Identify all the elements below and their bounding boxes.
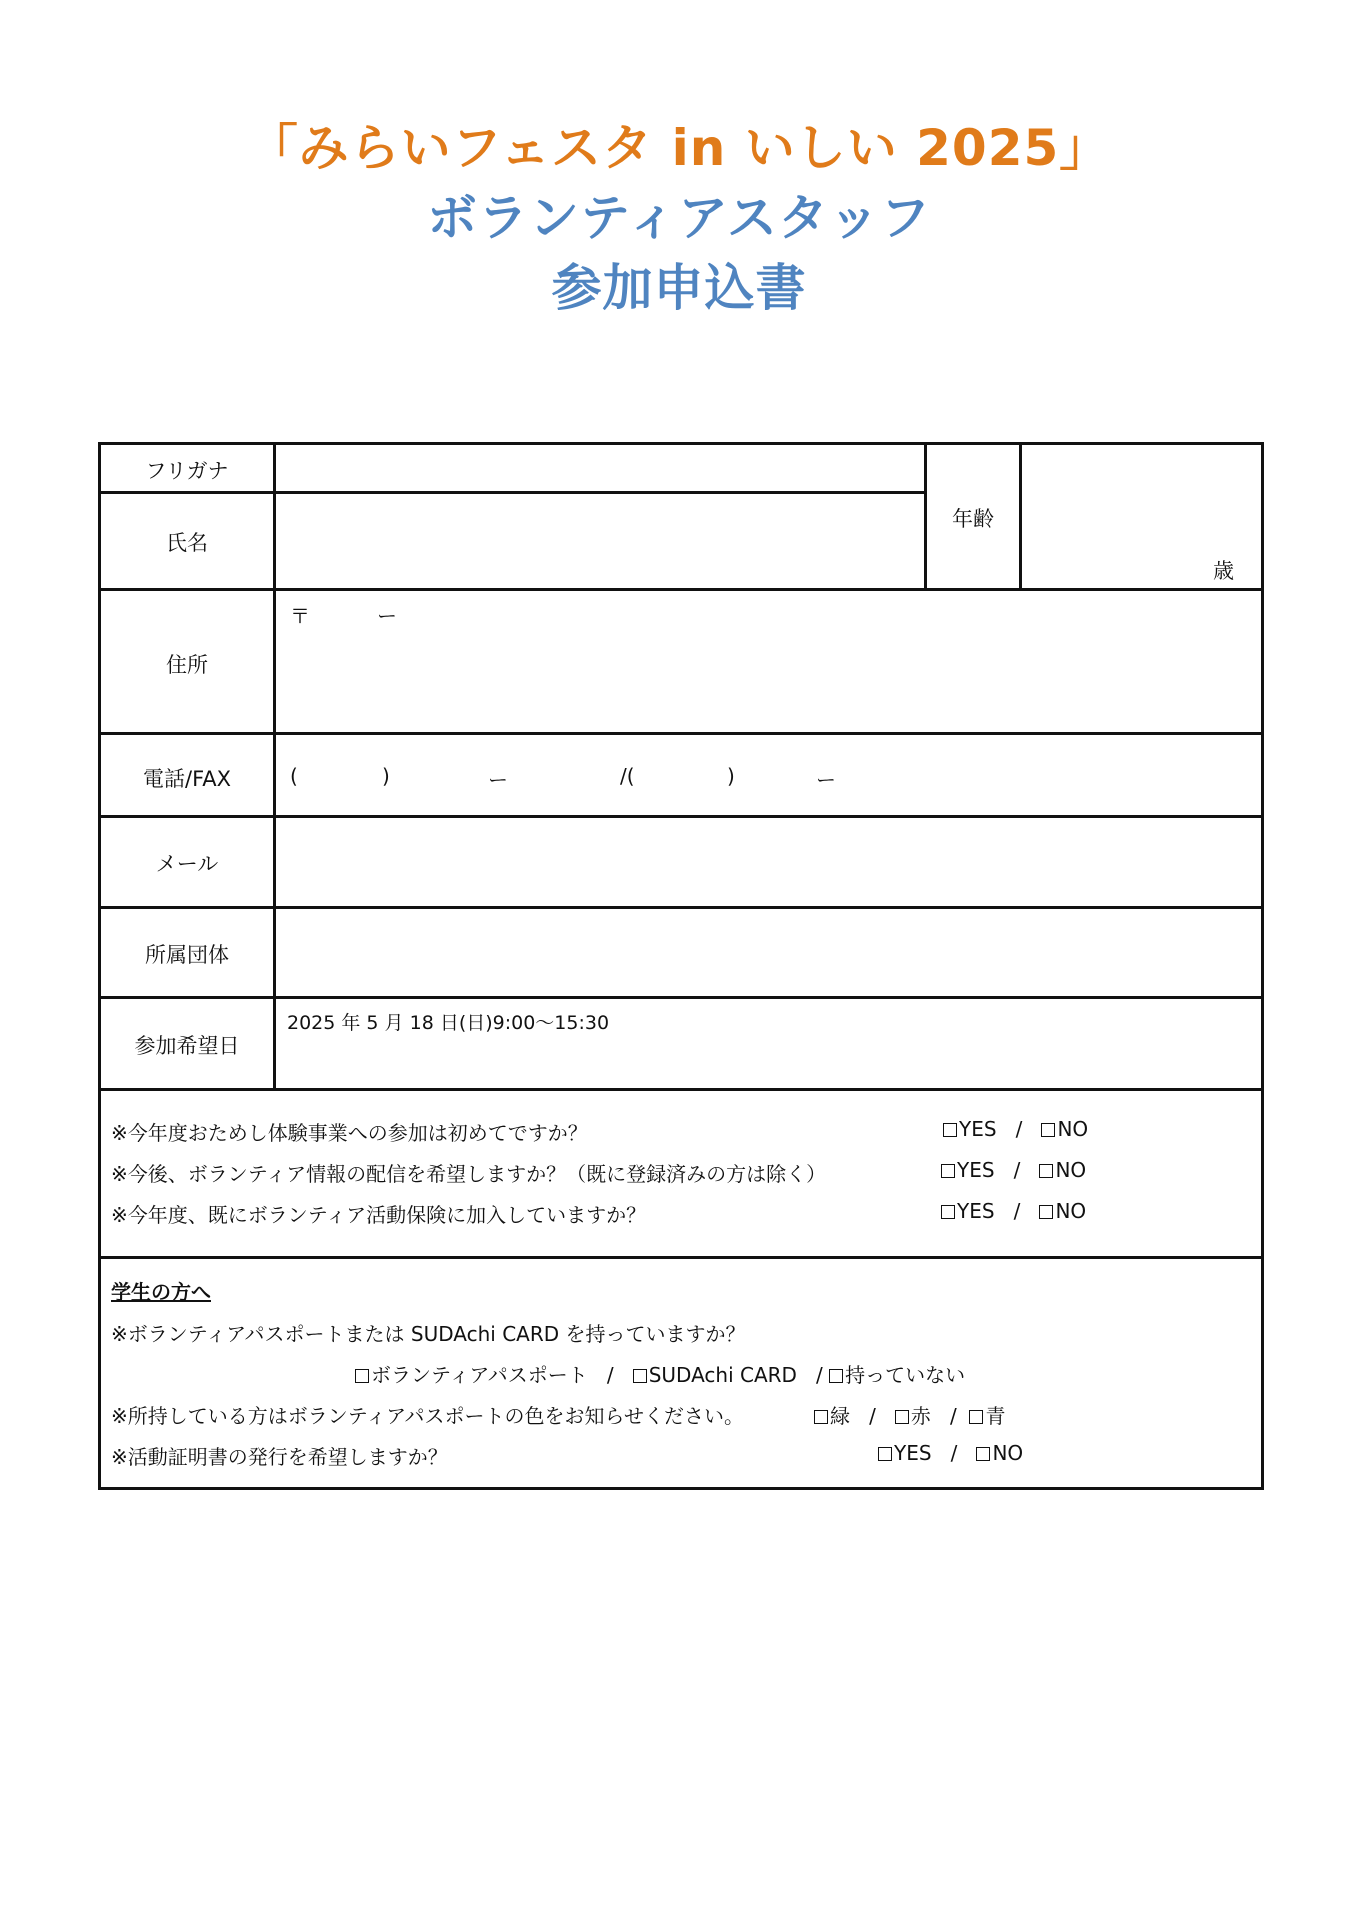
question-2-options[interactable]: YES / NO xyxy=(941,1158,1086,1182)
checkbox-icon[interactable] xyxy=(1039,1164,1053,1178)
students-question-1-options[interactable]: ボランティアパスポート / SUDAchi CARD / 持っていない xyxy=(355,1359,965,1388)
checkbox-icon[interactable] xyxy=(633,1369,647,1383)
age-unit: 歳 xyxy=(1213,559,1234,583)
application-form xyxy=(98,442,1264,1490)
phone-close-paren: ) xyxy=(382,764,390,788)
date-label: 参加希望日 xyxy=(134,1034,240,1058)
students-question-3: ※活動証明書の発行を希望しますか？ xyxy=(111,1445,448,1469)
checkbox-icon[interactable] xyxy=(1039,1205,1053,1219)
question-1-options[interactable]: YES / NO xyxy=(943,1117,1088,1141)
students-question-2: ※所持している方はボランティアパスポートの色をお知らせください。 xyxy=(111,1404,744,1428)
checkbox-icon[interactable] xyxy=(814,1410,828,1424)
affiliation-label: 所属団体 xyxy=(145,943,229,967)
phone-open-paren: ( xyxy=(290,764,298,788)
checkbox-icon[interactable] xyxy=(829,1369,843,1383)
fax-dash: ー xyxy=(816,768,836,792)
name-label: 氏名 xyxy=(166,531,208,555)
postal-mark: 〒 xyxy=(290,604,310,628)
question-2: ※今後、ボランティア情報の配信を希望しますか？（既に登録済みの方は除く） xyxy=(111,1162,827,1186)
phone-dash: ー xyxy=(488,768,508,792)
phone-fax-field[interactable] xyxy=(276,818,1261,906)
furigana-field[interactable] xyxy=(276,445,924,491)
checkbox-icon[interactable] xyxy=(941,1205,955,1219)
address-field[interactable] xyxy=(276,735,1261,815)
phone-fax-label: 電話/FAX xyxy=(143,767,231,791)
title-line-1: 「みらいフェスタ in いしい 2025」 xyxy=(247,119,1111,177)
question-3: ※今年度、既にボランティア活動保険に加入していますか？ xyxy=(111,1203,647,1227)
postal-dash: ー xyxy=(377,604,397,628)
checkbox-icon[interactable] xyxy=(355,1369,369,1383)
age-field[interactable] xyxy=(1022,445,1261,588)
address-label: 住所 xyxy=(166,653,208,677)
date-value: 2025 年 5 月 18 日(日)9:00〜15:30 xyxy=(287,1012,610,1034)
title-line-3: 参加申込書 xyxy=(551,259,807,317)
checkbox-icon[interactable] xyxy=(895,1410,909,1424)
age-label: 年齢 xyxy=(952,507,994,531)
fax-close-paren: ) xyxy=(727,764,735,788)
email-field[interactable] xyxy=(276,909,1261,996)
fax-open: /( xyxy=(620,764,635,788)
question-1: ※今年度おためし体験事業への参加は初めてですか？ xyxy=(111,1121,588,1145)
title-line-2: ボランティアスタッフ xyxy=(427,189,931,247)
checkbox-icon[interactable] xyxy=(943,1123,957,1137)
question-3-options[interactable]: YES / NO xyxy=(941,1199,1086,1223)
checkbox-icon[interactable] xyxy=(976,1447,990,1461)
furigana-label: フリガナ xyxy=(145,459,229,483)
checkbox-icon[interactable] xyxy=(1041,1123,1055,1137)
students-question-3-options[interactable]: YES / NO xyxy=(878,1441,1023,1465)
name-field[interactable] xyxy=(276,494,924,588)
students-question-2-options[interactable]: 緑 / 赤 / 青 xyxy=(814,1400,1005,1429)
email-label: メール xyxy=(155,852,219,876)
checkbox-icon[interactable] xyxy=(878,1447,892,1461)
checkbox-icon[interactable] xyxy=(941,1164,955,1178)
students-heading: 学生の方へ xyxy=(111,1280,211,1304)
students-question-1: ※ボランティアパスポートまたは SUDAchi CARD を持っていますか？ xyxy=(111,1322,746,1346)
checkbox-icon[interactable] xyxy=(969,1410,983,1424)
